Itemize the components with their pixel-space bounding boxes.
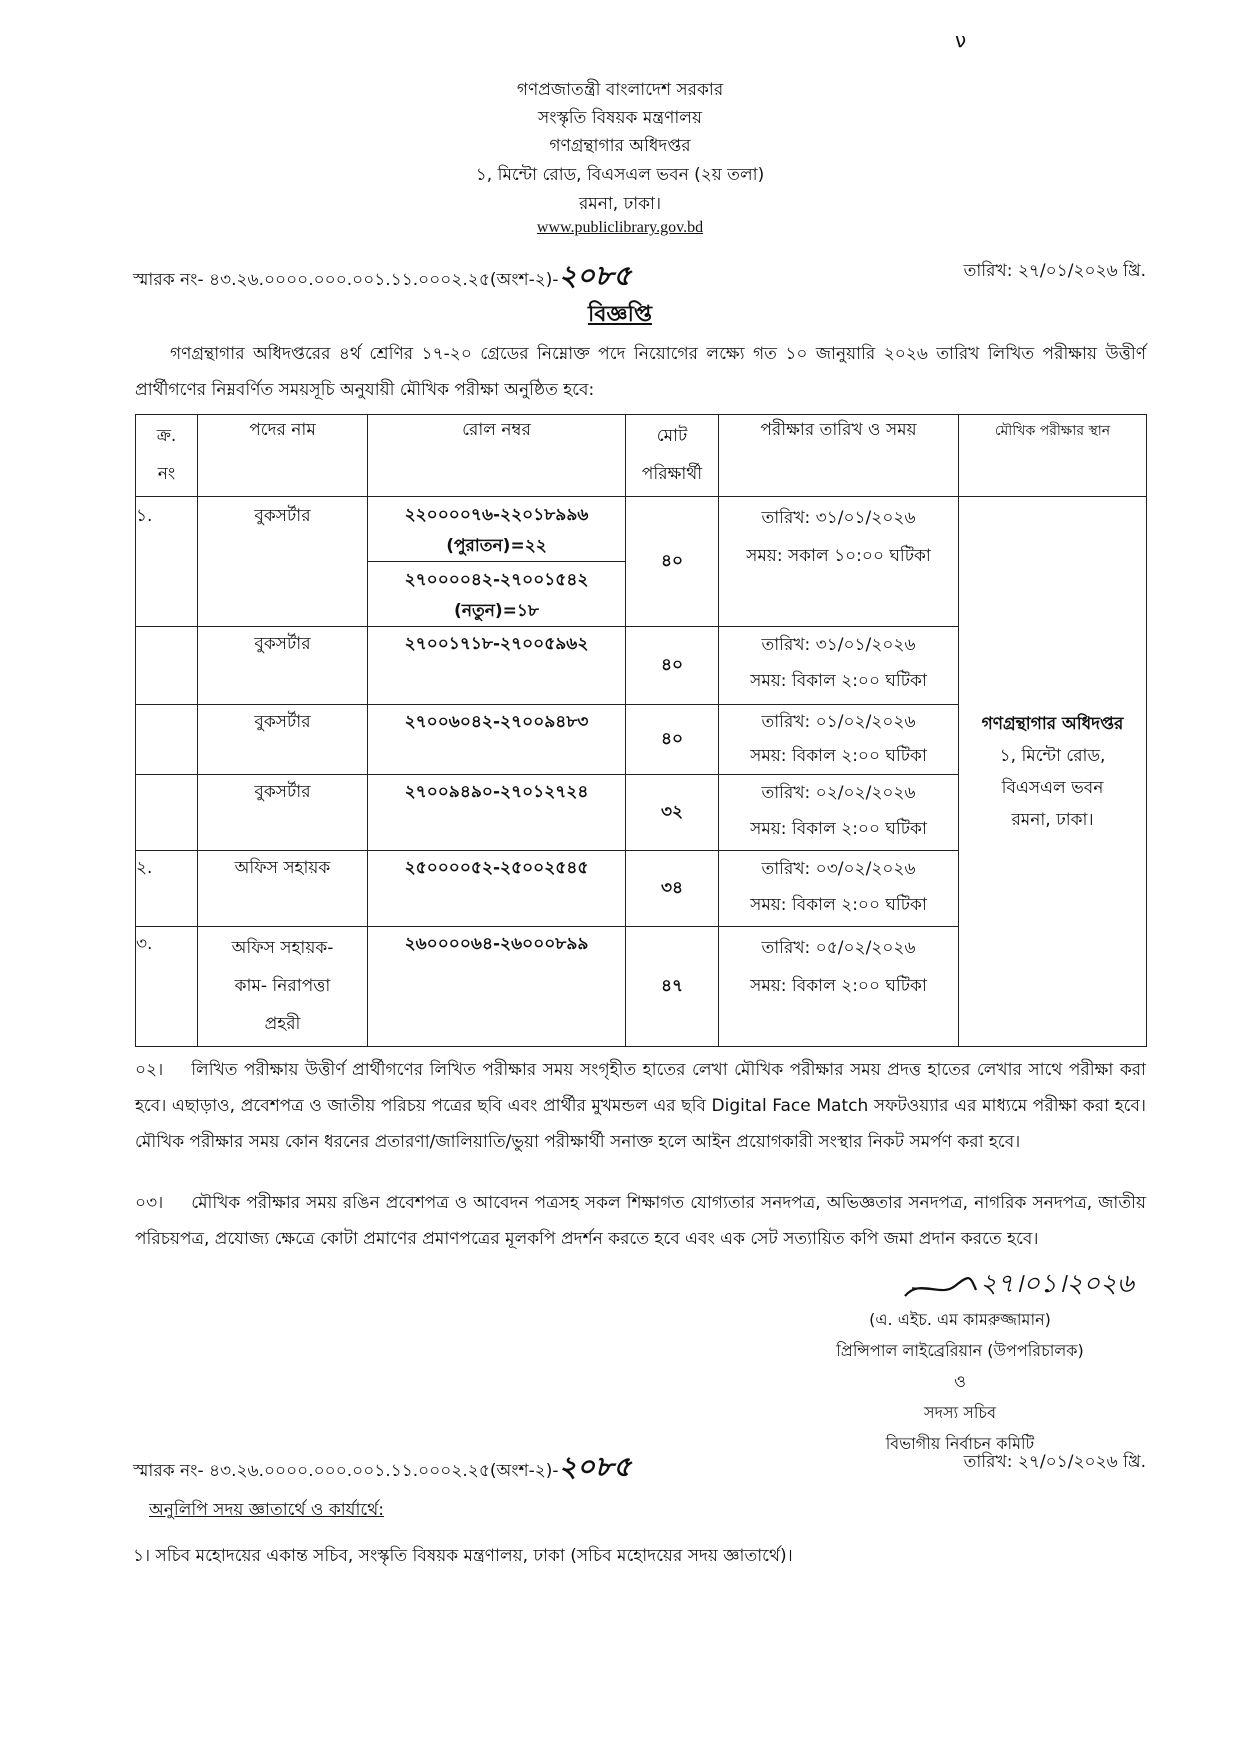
- row4-serial: [136, 775, 198, 851]
- row4-post: বুকসর্টার: [198, 775, 368, 851]
- row6-datetime: [719, 927, 959, 1047]
- header-govt: গণপ্রজাতন্ত্রী বাংলাদেশ সরকার: [516, 80, 724, 100]
- header-ministry: সংস্কৃতি বিষয়ক মন্ত্রণালয়: [538, 108, 702, 128]
- row4-date: তারিখ: ০২/০২/২০২৬: [761, 783, 916, 803]
- header-serial-2: নং: [157, 464, 176, 484]
- row6-post: [198, 927, 368, 1047]
- header-department: গণগ্রন্থাগার অধিদপ্তর: [549, 136, 691, 156]
- header-venue: মৌখিক পরীক্ষার স্থান: [959, 415, 1147, 497]
- header-total-1: মোট: [656, 426, 688, 446]
- row3-date: তারিখ: ০১/০২/২০২৬: [761, 712, 916, 732]
- header-address: ১, মিন্টো রোড, বিএসএল ভবন (২য় তলা): [475, 165, 765, 185]
- paragraph-03-number: ০৩।: [135, 1193, 164, 1213]
- row5-date: তারিখ: ০৩/০২/২০২৬: [761, 859, 916, 879]
- memo-reference-text: স্মারক নং- ৪৩.২৬.০০০০.০০০.০০১.১১.০০০২.২৫(অংশ-২)-: [133, 270, 559, 290]
- paragraph-03-text: মৌখিক পরীক্ষার সময় রঙিন প্রবেশপত্র ও আবেদন পত্রসহ সকল শিক্ষাগত যোগ্যতার সনদপত্র, অভিজ্ঞতার সনদপত্র, নাগরিক সনদপত্র, জাতীয় পরিচয়পত্র, প্রযোজ্য ক্ষেত্রে কোটা প্রমাণের প্রমাণপত্রের মূলকপি প্রদর্শন করতে হবে এবং এক সেট সত্যায়িত কপি জমা প্রদান করতে হবে।: [135, 1193, 1146, 1249]
- row1-roll-old-range: ২২০০০০৭৬-২২০১৮৯৯৬: [404, 505, 589, 525]
- header-serial-1: ক্র.: [156, 426, 177, 446]
- row1-roll-old-count: (পুরাতন)=২২: [446, 536, 547, 556]
- intro-paragraph: গণগ্রন্থাগার অধিদপ্তরের ৪র্থ শ্রেণির ১৭-২০ গ্রেডের নিম্নোক্ত পদে নিয়োগের লক্ষ্যে গত ১০ জানুয়ারি ২০২৬ তারিখ লিখিত পরীক্ষায় উত্তীর্ণ প্রার্থীগণের নিম্নবর্ণিত সময়সূচি অনুযায়ী মৌখিক পরীক্ষা অনুষ্ঠিত হবে:: [135, 344, 1146, 400]
- signatory-and: ও: [954, 1372, 966, 1391]
- signatory-role: সদস্য সচিব: [924, 1403, 996, 1422]
- header-website-link[interactable]: www.publiclibrary.gov.bd: [536, 219, 704, 236]
- row4-time: সময়: বিকাল ২:০০ ঘটিকা: [750, 819, 927, 839]
- row2-post: বুকসর্টার: [198, 627, 368, 705]
- venue-name: গণগ্রন্থাগার অধিদপ্তর: [981, 713, 1124, 734]
- row5-roll: ২৫০০০০৫২-২৫০০২৫৪৫: [368, 851, 626, 927]
- memo2-reference-handwritten: ২০৮৫: [558, 1450, 632, 1483]
- row6-date: তারিখ: ০৫/০২/২০২৬: [761, 938, 916, 958]
- memo-date: তারিখ: ২৭/০১/২০২৬ খ্রি.: [963, 261, 1146, 281]
- row4-roll: ২৭০০৯৪৯০-২৭০১২৭২৪: [368, 775, 626, 851]
- table-row: [136, 497, 1147, 562]
- header-datetime: পরীক্ষার তারিখ ও সময়: [719, 415, 959, 497]
- row4-total: ৩২: [626, 775, 719, 851]
- row1-datetime: [719, 497, 959, 627]
- row3-serial: [136, 705, 198, 775]
- row6-serial: ৩.: [136, 927, 198, 1047]
- row6-post-2: কাম- নিরাপত্তা: [234, 976, 331, 996]
- row1-serial: ১.: [136, 497, 198, 627]
- signatory-committee: বিভাগীয় নির্বাচন কমিটি: [885, 1434, 1035, 1453]
- row6-post-3: প্রহরী: [264, 1014, 301, 1034]
- paragraph-03: [135, 1185, 1146, 1257]
- row1-date: তারিখ: ৩১/০১/২০২৬: [761, 508, 916, 528]
- table-header-row: [136, 415, 1147, 497]
- row5-post: অফিস সহায়ক: [198, 851, 368, 927]
- header-serial: [136, 415, 198, 497]
- row3-post: বুকসর্টার: [198, 705, 368, 775]
- row1-roll-new: [368, 562, 626, 627]
- page-mark: ν: [955, 28, 967, 52]
- venue-cell: [959, 497, 1147, 1047]
- venue-address-2: বিএসএল ভবন: [1001, 777, 1104, 798]
- interview-schedule-table: [135, 414, 1147, 1047]
- copy-heading: অনুলিপি সদয় জ্ঞাতার্থে ও কার্যার্থে:: [149, 1500, 384, 1520]
- paragraph-02-number: ০২।: [135, 1060, 164, 1080]
- notice-title: বিজ্ঞপ্তি: [588, 302, 652, 327]
- row3-time: সময়: বিকাল ২:০০ ঘটিকা: [750, 746, 927, 766]
- row4-datetime: [719, 775, 959, 851]
- row6-time: সময়: বিকাল ২:০০ ঘটিকা: [750, 976, 927, 996]
- row5-serial: ২.: [136, 851, 198, 927]
- row1-roll-new-count: (নতুন)=১৮: [454, 601, 539, 621]
- row2-datetime: [719, 627, 959, 705]
- row6-post-1: অফিস সহায়ক-: [231, 938, 334, 958]
- header-roll: রোল নম্বর: [368, 415, 626, 497]
- row1-total: ৪০: [626, 497, 719, 627]
- row5-datetime: [719, 851, 959, 927]
- header-total: [626, 415, 719, 497]
- memo2-reference: [133, 1445, 631, 1492]
- memo-reference: [133, 254, 631, 301]
- signature-block: [780, 1304, 1140, 1459]
- paragraph-02: [135, 1052, 1146, 1160]
- row2-date: তারিখ: ৩১/০১/২০২৬: [761, 635, 916, 655]
- row1-time: সময়: সকাল ১০:০০ ঘটিকা: [746, 546, 931, 566]
- memo2-date: তারিখ: ২৭/০১/২০২৬ খ্রি.: [963, 1452, 1146, 1472]
- signatory-designation: প্রিন্সিপাল লাইব্রেরিয়ান (উপপরিচালক): [836, 1341, 1084, 1360]
- row3-roll: ২৭০০৬০৪২-২৭০০৯৪৮৩: [368, 705, 626, 775]
- header-city: রমনা, ঢাকা।: [578, 194, 662, 214]
- row1-post: বুকসর্টার: [198, 497, 368, 627]
- row2-time: সময়: বিকাল ২:০০ ঘটিকা: [750, 671, 927, 691]
- signature-scribble: [900, 1268, 980, 1308]
- row1-roll-old: [368, 497, 626, 562]
- row5-time: সময়: বিকাল ২:০০ ঘটিকা: [750, 895, 927, 915]
- copy-item-1: ১। সচিব মহোদয়ের একান্ত সচিব, সংস্কৃতি বিষয়ক মন্ত্রণালয়, ঢাকা (সচিব মহোদয়ের সদয় জ্ঞাতার্থে)।: [133, 1546, 793, 1566]
- header-post: পদের নাম: [198, 415, 368, 497]
- row2-total: ৪০: [626, 627, 719, 705]
- row6-total: ৪৭: [626, 927, 719, 1047]
- memo2-reference-text: স্মারক নং- ৪৩.২৬.০০০০.০০০.০০১.১১.০০০২.২৫(অংশ-২)-: [133, 1461, 559, 1481]
- signatory-name: (এ. এইচ. এম কামরুজ্জামান): [869, 1310, 1051, 1329]
- row5-total: ৩৪: [626, 851, 719, 927]
- venue-address-3: রমনা, ঢাকা।: [1011, 809, 1094, 830]
- row2-roll: ২৭০০১৭১৮-২৭০০৫৯৬২: [368, 627, 626, 705]
- paragraph-02-text: লিখিত পরীক্ষায় উত্তীর্ণ প্রার্থীগণের লিখিত পরীক্ষার সময় সংগৃহীত হাতের লেখা মৌখিক পরীক্ষার সময় প্রদত্ত হাতের লেখার সাথে পরীক্ষা করা হবে। এছাড়াও, প্রবেশপত্র ও জাতীয় পরিচয় পত্রের ছবি এবং প্রার্থীর মুখমন্ডল এর ছবি Digital Face Match সফটওয়্যার এর মাধ্যমে পরীক্ষা করা হবে। মৌখিক পরীক্ষার সময় কোন ধরনের প্রতারণা/জালিয়াতি/ভুয়া পরীক্ষার্থী সনাক্ত হলে আইন প্রয়োগকারী সংস্থার নিকট সমর্পণ করা হবে।: [135, 1060, 1146, 1152]
- memo-reference-handwritten: ২০৮৫: [558, 259, 632, 292]
- row3-datetime: [719, 705, 959, 775]
- row2-serial: [136, 627, 198, 705]
- header-total-2: পরিক্ষার্থী: [641, 464, 703, 484]
- signature-date-handwritten: ২৭।০১।২০২৬: [980, 1269, 1134, 1299]
- venue-address-1: ১, মিন্টো রোড,: [999, 745, 1106, 766]
- row3-total: ৪০: [626, 705, 719, 775]
- row6-roll: ২৬০০০০৬৪-২৬০০০৮৯৯: [368, 927, 626, 1047]
- row1-roll-new-range: ২৭০০০০৪২-২৭০০১৫৪২: [404, 570, 589, 590]
